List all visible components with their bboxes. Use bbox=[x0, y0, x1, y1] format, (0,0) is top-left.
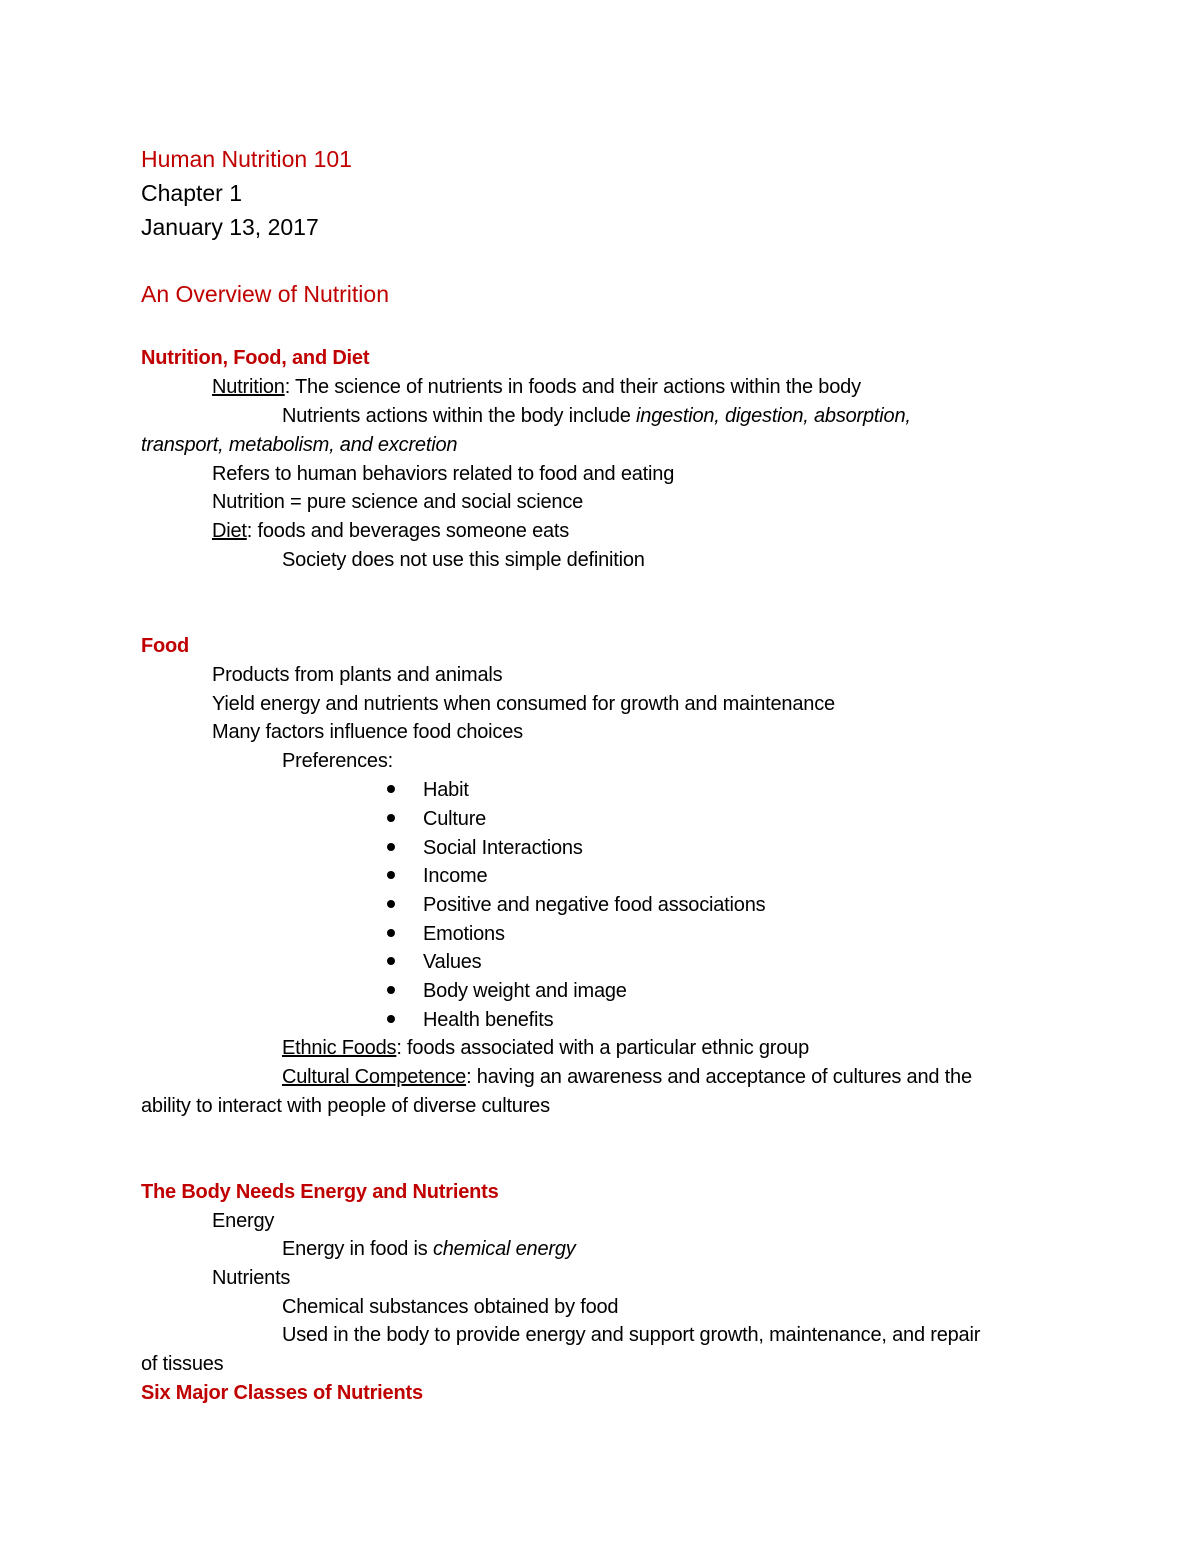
list-item: Emotions bbox=[423, 923, 505, 945]
list-item: Social Interactions bbox=[423, 837, 583, 859]
bullet-dot bbox=[387, 957, 395, 965]
nutrition-def-text: : The science of nutrients in foods and their actions within the body bbox=[284, 376, 861, 398]
ethnic-foods-definition bbox=[282, 1035, 809, 1061]
section-heading-body-needs: The Body Needs Energy and Nutrients bbox=[141, 1181, 499, 1203]
section-heading-six-classes: Six Major Classes of Nutrients bbox=[141, 1382, 423, 1404]
course-title: Human Nutrition 101 bbox=[141, 146, 352, 172]
list-item: Body weight and image bbox=[423, 980, 627, 1002]
term-cultural-competence: Cultural Competence bbox=[282, 1066, 467, 1088]
section-heading-nutrition-food-diet: Nutrition, Food, and Diet bbox=[141, 347, 370, 369]
list-item: Habit bbox=[423, 779, 469, 801]
energy-label: Energy bbox=[212, 1210, 275, 1232]
diet-def-text: : foods and beverages someone eats bbox=[246, 520, 570, 542]
term-ethnic-foods: Ethnic Foods bbox=[282, 1037, 397, 1059]
bullet-dot bbox=[387, 843, 395, 851]
food-line-3: Many factors influence food choices bbox=[212, 721, 523, 743]
section-heading-food: Food bbox=[141, 635, 190, 657]
bullet-dot bbox=[387, 871, 395, 879]
list-item: Culture bbox=[423, 808, 487, 830]
nutrient-actions-prefix: Nutrients actions within the body include bbox=[282, 405, 637, 427]
nutrients-label: Nutrients bbox=[212, 1267, 291, 1289]
list-item: Income bbox=[423, 865, 488, 887]
list-item: Values bbox=[423, 951, 482, 973]
bullet-dot bbox=[387, 785, 395, 793]
preferences-label: Preferences: bbox=[282, 750, 393, 772]
chemical-substances-line: Chemical substances obtained by food bbox=[282, 1296, 619, 1318]
cultural-competence-definition bbox=[282, 1064, 972, 1090]
page-title: An Overview of Nutrition bbox=[141, 281, 389, 307]
food-line-2: Yield energy and nutrients when consumed for growth and maintenance bbox=[212, 693, 835, 715]
bullet-dot bbox=[387, 986, 395, 994]
used-in-body-continued: of tissues bbox=[141, 1353, 224, 1375]
cultural-competence-continued: ability to interact with people of diverse cultures bbox=[141, 1095, 550, 1117]
cultural-def-text: : having an awareness and acceptance of cultures and the bbox=[466, 1066, 972, 1088]
bullet-dot bbox=[387, 929, 395, 937]
ethnic-def-text: : foods associated with a particular ethnic group bbox=[396, 1037, 810, 1059]
bullet-dot bbox=[387, 814, 395, 822]
diet-definition bbox=[212, 518, 569, 544]
term-diet: Diet bbox=[212, 520, 247, 542]
food-line-1: Products from plants and animals bbox=[212, 664, 503, 686]
energy-prefix: Energy in food is bbox=[282, 1238, 433, 1260]
nutrient-actions-line bbox=[282, 403, 911, 429]
list-item: Health benefits bbox=[423, 1009, 554, 1031]
society-line: Society does not use this simple definition bbox=[282, 549, 645, 571]
term-nutrition: Nutrition bbox=[212, 376, 285, 398]
energy-line bbox=[282, 1236, 576, 1262]
energy-italic: chemical energy bbox=[432, 1238, 576, 1260]
nutrient-actions-italic: ingestion, digestion, absorption, bbox=[636, 405, 911, 427]
chapter-label: Chapter 1 bbox=[141, 180, 243, 206]
refers-line: Refers to human behaviors related to food and eating bbox=[212, 463, 675, 485]
bullet-dot bbox=[387, 1015, 395, 1023]
date-label: January 13, 2017 bbox=[141, 214, 319, 240]
list-item: Positive and negative food associations bbox=[423, 894, 766, 916]
nutrition-definition bbox=[212, 374, 861, 400]
bullet-dot bbox=[387, 900, 395, 908]
nutrient-actions-continued: transport, metabolism, and excretion bbox=[141, 434, 458, 456]
used-in-body-line: Used in the body to provide energy and support growth, maintenance, and repair bbox=[282, 1324, 981, 1346]
equation-line: Nutrition = pure science and social science bbox=[212, 491, 584, 513]
